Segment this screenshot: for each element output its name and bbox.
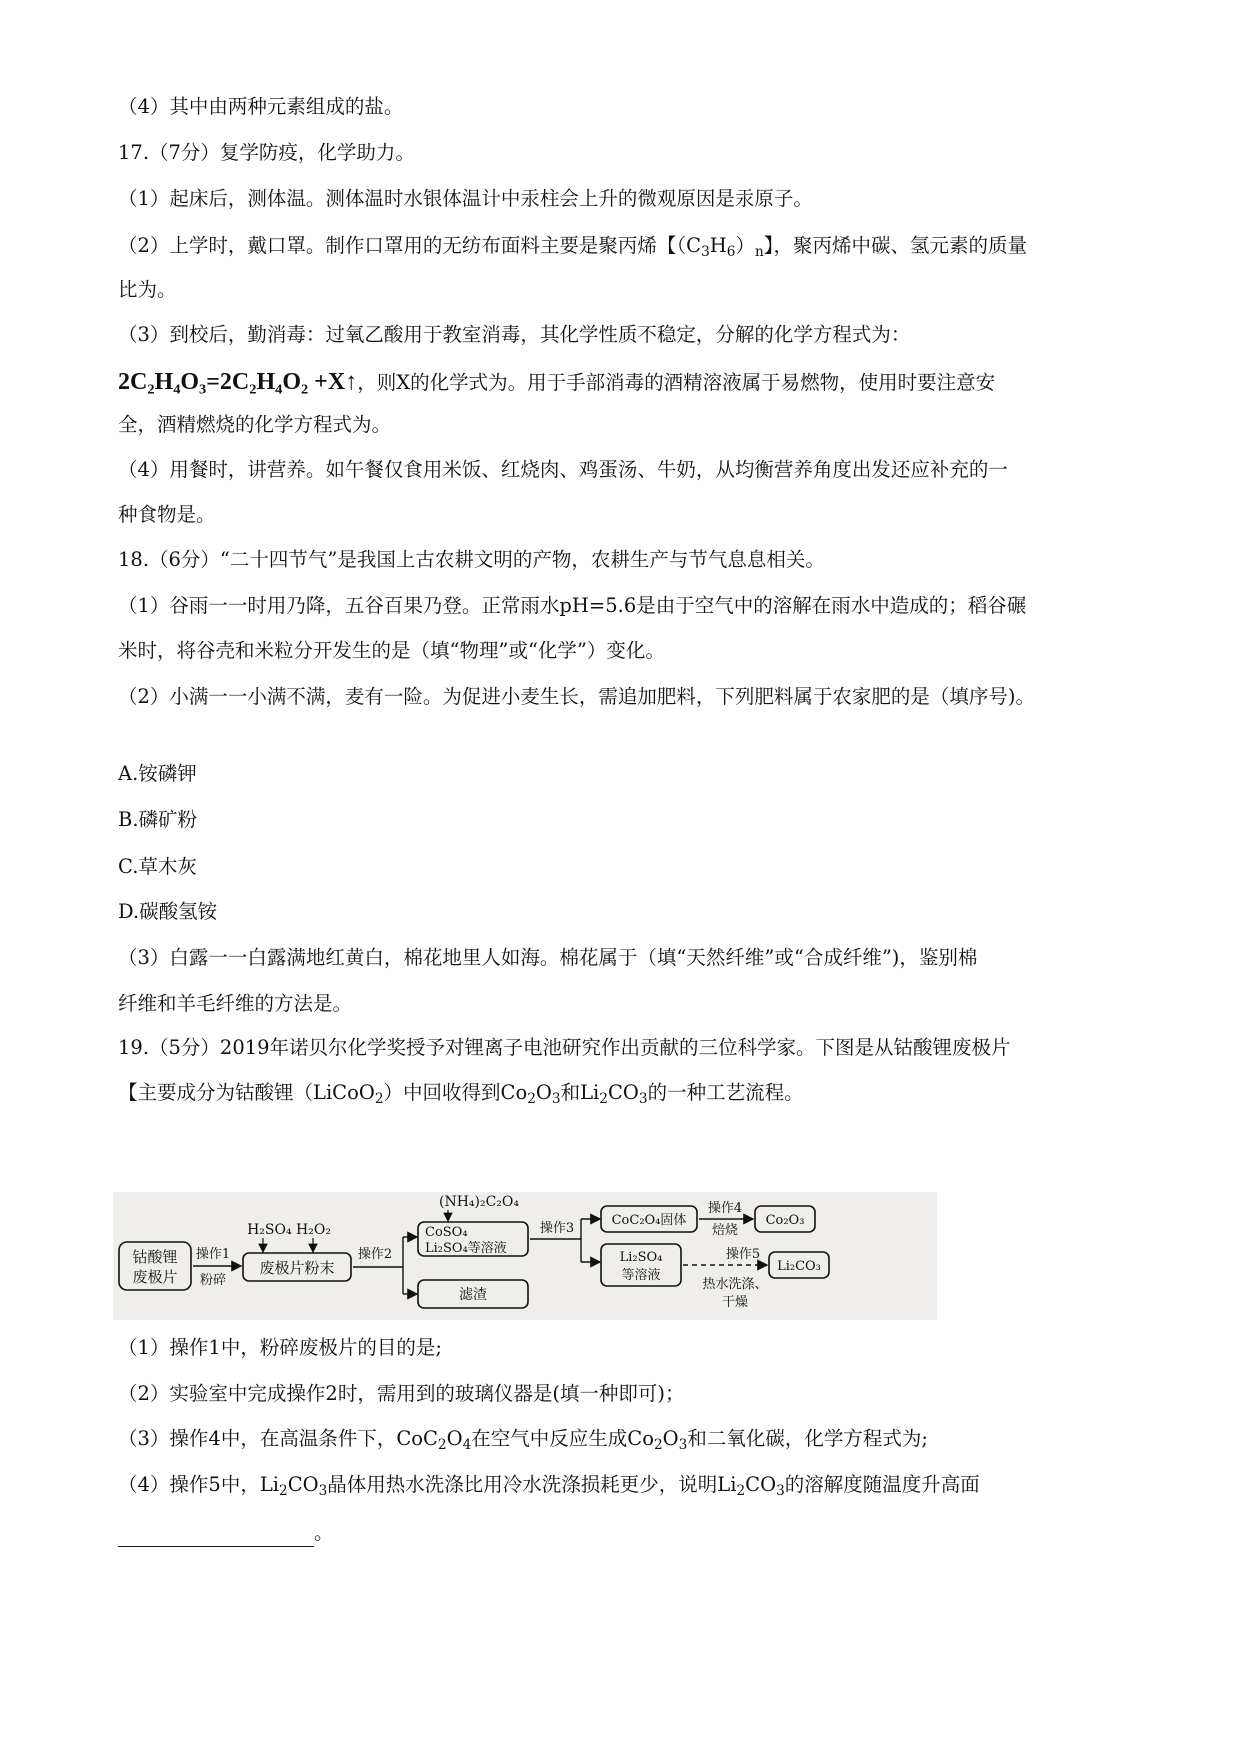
q17-part4-line1: （4）用餐时，讲营养。如午餐仅食用米饭、红烧肉、鸡蛋汤、牛奶，从均衡营养角度出发还应补充的一 xyxy=(118,458,1008,481)
process-flowchart xyxy=(113,1192,937,1320)
solution1-label-1: CoSO₄ xyxy=(425,1225,468,1240)
q17-part2-line2: 比为。 xyxy=(118,278,177,301)
decomposition-equation: 2C₂H₄O₃=2C₂H₄O₂ +X↑ xyxy=(118,369,358,395)
solution1-label-2: Li₂SO₄等溶液 xyxy=(425,1241,507,1256)
q18-part1-line2: 米时，将谷壳和米粒分开发生的是（填“物理”或“化学”）变化。 xyxy=(118,639,665,662)
q18-part1-line1: （1）谷雨一一时用乃降，五谷百果乃登。正常雨水pH=5.6是由于空气中的溶解在雨水中造成的；稻谷碾 xyxy=(118,594,1027,617)
q19-part1: （1）操作1中，粉碎废极片的目的是; xyxy=(118,1336,442,1359)
op5-sub-label-2: 干燥 xyxy=(721,1295,749,1310)
q18-part2: （2）小满一一小满不满，麦有一险。为促进小麦生长，需追加肥料，下列肥料属于农家肥的是（填序号)。 xyxy=(118,685,1036,708)
q17-part2-line1: （2）上学时，戴口罩。制作口罩用的无纺布面料主要是聚丙烯【$(C_3H_6)_n$】，聚丙烯中碳、氢元素的质量 xyxy=(118,234,1028,260)
q19-title-line1: 19.（5分）2019年诺贝尔化学奖授予对锂离子电池研究作出贡献的三位科学家。下图是从钴酸锂废极片 xyxy=(118,1036,1011,1059)
q19-part4: （4）操作5中，$Li_2CO_3$晶体用热水洗涤比用冷水洗涤损耗更少，说明$Li_2CO_3$的溶解度随温度升高面 xyxy=(118,1473,980,1499)
residue-label: 滤渣 xyxy=(459,1287,487,1303)
reagent-ammonium-oxalate: (NH₄)₂C₂O₄ xyxy=(438,1194,520,1210)
q18-title: 18.（6分）“二十四节气”是我国上古农耕文明的产物，农耕生产与节气息息相关。 xyxy=(118,548,825,571)
option-d: D.碳酸氢铵 xyxy=(118,900,218,923)
q17-part3-line2: 2C₂H₄O₃=2C₂H₄O₂ +X↑，则X的化学式为。用于手部消毒的酒精溶液属于易燃物，使用时要注意安 xyxy=(118,369,996,395)
option-b: B.磷矿粉 xyxy=(118,808,198,831)
q18-part3-line2: 纤维和羊毛纤维的方法是。 xyxy=(118,992,353,1015)
q19-part2: （2）实验室中完成操作2时，需用到的玻璃仪器是(填一种即可)； xyxy=(118,1382,685,1405)
op2-label: 操作2 xyxy=(357,1247,393,1262)
start-label-2: 废极片 xyxy=(132,1268,178,1286)
q17-part4-line2: 种食物是。 xyxy=(118,503,216,526)
powder-label: 废极片粉末 xyxy=(259,1259,335,1277)
op3-label: 操作3 xyxy=(539,1221,575,1236)
solid-label: CoC₂O₄固体 xyxy=(611,1213,687,1228)
q16-part4: （4）其中由两种元素组成的盐。 xyxy=(118,95,404,118)
q17-part3-line3: 全，酒精燃烧的化学方程式为。 xyxy=(118,413,392,436)
q17-part3-line1: （3）到校后，勤消毒：过氧乙酸用于教室消毒，其化学性质不稳定，分解的化学方程式为： xyxy=(118,323,911,346)
product2-label: Li₂CO₃ xyxy=(777,1259,821,1274)
q19-part4-answer-line: 。 xyxy=(118,1519,334,1547)
q18-part3-line1: （3）白露一一白露满地红黄白，棉花地里人如海。棉花属于（填“天然纤维”或“合成纤维”)，鉴别棉 xyxy=(118,946,978,969)
op1-label: 操作1 xyxy=(195,1247,231,1262)
q17-part1: （1）起床后，测体温。测体温时水银体温计中汞柱会上升的微观原因是汞原子。 xyxy=(118,187,813,210)
solution2-label-2: 等溶液 xyxy=(621,1268,661,1283)
option-c: C.草木灰 xyxy=(118,855,197,878)
solution2-label-1: Li₂SO₄ xyxy=(619,1250,663,1265)
q19-title-line2: 【主要成分为钴酸锂（LiCoO$_2$）中回收得到$Co_2O_3$和$Li_2CO_3$的一种工艺流程。 xyxy=(118,1081,804,1107)
op4-label: 操作4 xyxy=(707,1201,743,1216)
q19-part3: （3）操作4中，在高温条件下，$CoC_2O_4$在空气中反应生成$Co_2O_3$和二氧化碳，化学方程式为; xyxy=(118,1427,928,1453)
start-label-1: 钴酸锂 xyxy=(132,1248,178,1266)
product1-label: Co₂O₃ xyxy=(765,1213,805,1228)
q17-title: 17.（7分）复学防疫，化学助力。 xyxy=(118,141,415,164)
op5-sub-label-1: 热水洗涤、 xyxy=(702,1277,768,1292)
op1-sub-label: 粉碎 xyxy=(199,1273,227,1288)
op4-sub-label: 焙烧 xyxy=(711,1223,739,1238)
reagents-h2so4-h2o2: H₂SO₄ H₂O₂ xyxy=(247,1222,331,1238)
answer-blank xyxy=(118,1526,314,1547)
option-a: A.铵磷钾 xyxy=(118,762,197,785)
op5-label: 操作5 xyxy=(725,1247,761,1262)
